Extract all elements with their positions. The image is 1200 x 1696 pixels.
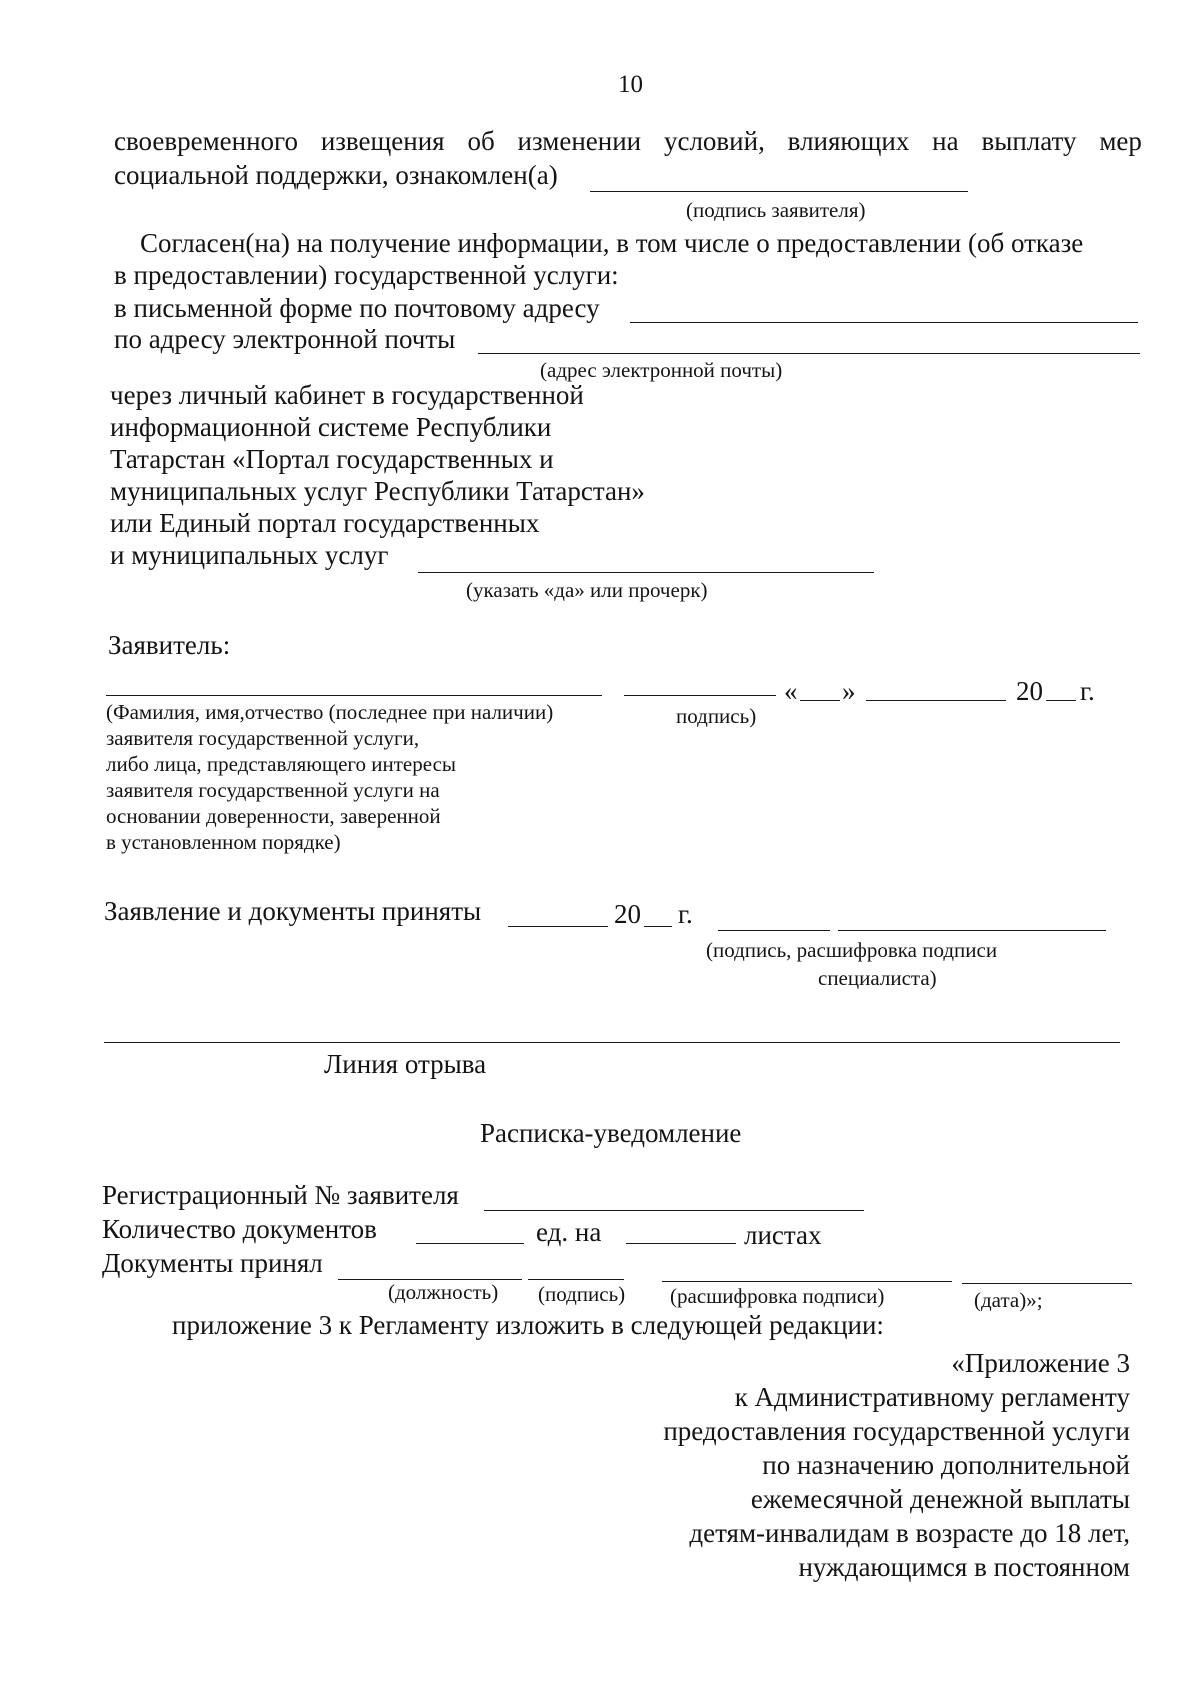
date-year-prefix: 20 — [1016, 676, 1043, 706]
date-day-line[interactable] — [800, 700, 840, 701]
portal-line-3: Татарстан «Портал государственных и — [110, 444, 554, 474]
notice-word: условий, — [663, 126, 765, 156]
portal-line-4: муниципальных услуг Республики Татарстан» — [110, 476, 645, 506]
appendix-line-6: детям-инвалидам в возрасте до 18 лет, — [689, 1518, 1130, 1548]
docs-count-line[interactable] — [416, 1243, 524, 1244]
consent-line-2: в предоставлении) государственной услуги: — [114, 260, 619, 290]
receipt-name-line[interactable] — [662, 1281, 952, 1282]
notice-word: мер — [1099, 126, 1142, 156]
portal-answer-line[interactable] — [418, 572, 874, 573]
applicant-signature-line[interactable] — [624, 695, 776, 696]
notice-word: выплату — [981, 126, 1077, 156]
applicant-name-caption-6: в установленном порядке) — [106, 830, 341, 854]
consent-postal-label: в письменной форме по почтовому адресу — [114, 293, 600, 323]
receipt-date-line[interactable] — [962, 1283, 1132, 1284]
portal-line-6: и муниципальных услуг — [110, 540, 389, 570]
portal-line-1: через личный кабинет в государственной — [110, 380, 584, 410]
page-number: 10 — [618, 71, 643, 98]
applicant-name-caption-4: заявителя государственной услуги на — [106, 778, 440, 802]
reg-number-label: Регистрационный № заявителя — [102, 1180, 459, 1210]
specialist-signature-line[interactable] — [718, 930, 830, 931]
consent-email-label: по адресу электронной почты — [114, 324, 456, 354]
docs-count-label: Количество документов — [102, 1214, 377, 1244]
applicant-label: Заявитель: — [108, 630, 231, 660]
date-caption: (дата)»; — [974, 1288, 1043, 1312]
appendix-line-1: «Приложение 3 — [951, 1348, 1130, 1378]
receipt-title: Расписка-уведомление — [480, 1118, 742, 1148]
email-address-line[interactable] — [478, 353, 1140, 354]
notice-word: влияющих — [787, 126, 910, 156]
portal-line-2: информационной системе Республики — [110, 412, 552, 442]
applicant-name-caption-1: (Фамилия, имя,отчество (последнее при наличии) — [106, 700, 554, 724]
specialist-name-line[interactable] — [838, 930, 1106, 931]
applicant-name-caption-5: основании доверенности, заверенной — [106, 804, 441, 828]
sheets-count-line[interactable] — [626, 1243, 736, 1244]
position-caption: (должность) — [388, 1280, 499, 1304]
accepted-year-line[interactable] — [644, 926, 672, 927]
accepted-year-prefix: 20 — [614, 899, 641, 929]
appendix-line-2: к Административному регламенту — [734, 1382, 1130, 1412]
notice-line-2: социальной поддержки, ознакомлен(а) — [114, 160, 558, 190]
receipt-signature-line[interactable] — [528, 1279, 624, 1280]
accepted-caption-1: (подпись, расшифровка подписи — [706, 938, 998, 962]
consent-line-1: Согласен(на) на получение информации, в том числе о предоставлении (об отказе — [140, 228, 1084, 258]
date-close-quote: » — [842, 676, 856, 706]
notice-signature-line[interactable] — [590, 191, 968, 192]
notice-word: на — [932, 126, 959, 156]
appendix-line-3: предоставления государственной услуги — [663, 1416, 1130, 1446]
postal-address-line[interactable] — [630, 322, 1138, 323]
date-year-line[interactable] — [1046, 700, 1076, 701]
notice-word: изменении — [517, 126, 642, 156]
tear-line — [104, 1042, 1120, 1043]
name-decryption-caption: (расшифровка подписи) — [670, 1284, 885, 1308]
applicant-name-caption-3: либо лица, представляющего интересы — [106, 752, 457, 776]
amendment-text: приложение 3 к Регламенту изложить в следующей редакции: — [172, 1310, 884, 1340]
applicant-name-line[interactable] — [106, 695, 602, 696]
notice-word: об — [467, 126, 495, 156]
units-label: ед. на — [536, 1217, 602, 1247]
reg-number-line[interactable] — [484, 1210, 864, 1211]
date-month-line[interactable] — [866, 700, 1006, 701]
tear-line-label: Линия отрыва — [324, 1049, 487, 1079]
applicant-signature-caption: подпись) — [676, 704, 757, 728]
appendix-line-7: нуждающимся в постоянном — [798, 1552, 1130, 1582]
notice-signature-caption: (подпись заявителя) — [686, 198, 866, 222]
applicant-name-caption-2: заявителя государственной услуги, — [106, 726, 420, 750]
notice-line-1 — [114, 128, 1142, 155]
date-open-quote: « — [784, 676, 798, 706]
signature-caption: (подпись) — [538, 1282, 626, 1306]
portal-line-5: или Единый портал государственных — [110, 508, 540, 538]
email-caption: (адрес электронной почты) — [540, 358, 783, 382]
notice-word: своевременного — [114, 126, 298, 156]
appendix-line-4: по назначению дополнительной — [762, 1450, 1130, 1480]
date-year-suffix: г. — [1080, 676, 1095, 706]
appendix-line-5: ежемесячной денежной выплаты — [750, 1484, 1130, 1514]
sheets-label: листах — [744, 1220, 822, 1250]
notice-word: извещения — [320, 126, 445, 156]
accepted-date-line[interactable] — [508, 926, 608, 927]
portal-caption: (указать «да» или прочерк) — [466, 578, 708, 602]
accepted-caption-2: специалиста) — [818, 966, 937, 990]
accepted-year-suffix: г. — [678, 899, 693, 929]
accepted-by-label: Документы принял — [102, 1248, 323, 1278]
accepted-label: Заявление и документы приняты — [104, 896, 482, 926]
